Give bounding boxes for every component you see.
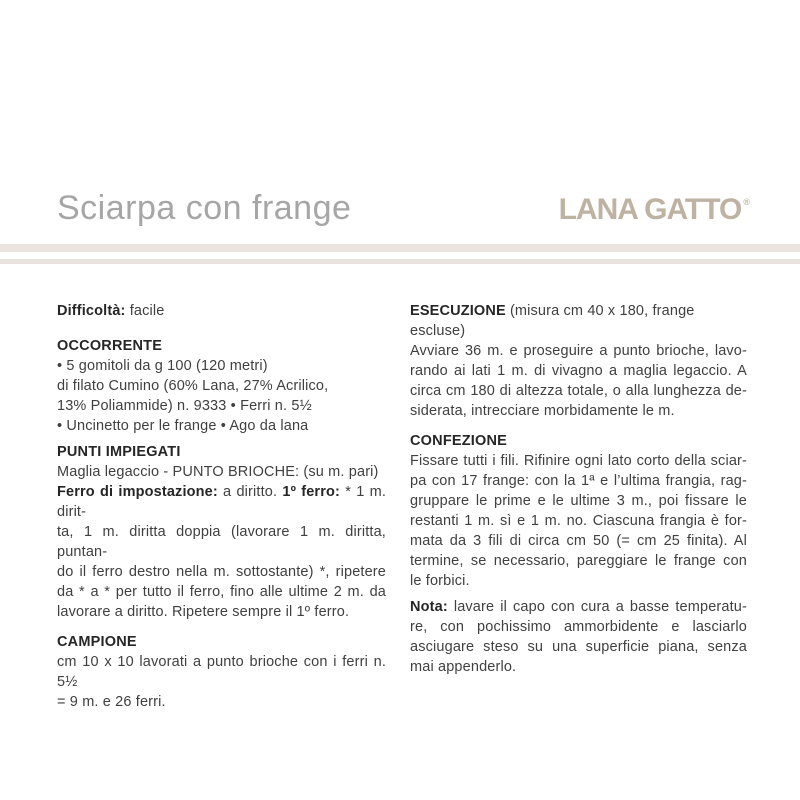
- section-occorrente: [57, 336, 386, 436]
- text-line: gruppare le prime e le ultime 3 m., poi fissare le: [410, 493, 747, 509]
- text-line: le forbici.: [410, 573, 470, 589]
- text-line: asciugare steso su una superficie piana, senza: [410, 639, 747, 655]
- text-line: Ferro di impostazione: a diritto. 1º ferro: * 1 m. dirit-: [57, 484, 387, 520]
- brand-name: LANA GATTO: [558, 193, 742, 226]
- text-line: siderata, intrecciare morbidamente le m.: [410, 403, 675, 419]
- section-esecuzione: [410, 301, 747, 421]
- right-column: [410, 301, 747, 677]
- section-nota: [410, 597, 747, 677]
- text-line: lavorare a diritto. Ripetere sempre il 1º ferro.: [57, 604, 350, 620]
- text-line: cm 10 x 10 lavorati a punto brioche con i ferri n. 5½: [57, 654, 386, 690]
- text-line: 13% Poliammide) n. 9333 • Ferri n. 5½: [57, 398, 312, 414]
- registered-trademark-icon: ®: [743, 197, 750, 207]
- text-line: circa cm 180 di altezza totale, o alla lunghezza de-: [410, 383, 747, 399]
- text-line: = 9 m. e 26 ferri.: [57, 694, 166, 710]
- section-difficolta: [57, 301, 386, 321]
- divider-bar-top: [0, 244, 800, 252]
- left-column: [57, 301, 386, 712]
- text-line: Nota: lavare il capo con cura a basse temperatu-: [410, 599, 747, 615]
- text-line: mata da 3 fili di circa cm 50 (= cm 25 finita). Al: [410, 533, 747, 549]
- text-line: rando ai lati 1 m. di vivagno a maglia legaccio. A: [410, 363, 747, 379]
- text-line: do il ferro destro nella m. sottostante) *, ripetere: [57, 564, 386, 580]
- text-line: mai appenderlo.: [410, 659, 517, 675]
- section-heading: PUNTI IMPIEGATI: [57, 444, 181, 460]
- text-line: pa con 17 frange: con la 1ª e l’ultima frangia, rag-: [410, 473, 747, 489]
- text-line: restanti 1 m. sì e 1 m. no. Ciascuna frangia è for-: [410, 513, 747, 529]
- section-heading: CONFEZIONE: [410, 433, 508, 449]
- text-line: Maglia legaccio - PUNTO BRIOCHE: (su m. pari): [57, 464, 379, 480]
- text-line: di filato Cumino (60% Lana, 27% Acrilico,: [57, 378, 329, 394]
- page-title: Sciarpa con frange: [57, 189, 352, 227]
- text-line: da * a * per tutto il ferro, fino alle ultime 2 m. da: [57, 584, 386, 600]
- text-line: re, con pochissimo ammorbidente e lasciarlo: [410, 619, 747, 635]
- text-line: Avviare 36 m. e proseguire a punto brioche, lavo-: [410, 343, 747, 359]
- text-line: • 5 gomitoli da g 100 (120 metri): [57, 358, 268, 374]
- section-confezione: [410, 431, 747, 591]
- divider-bar-bottom: [0, 259, 800, 264]
- text-line: Difficoltà: facile: [57, 303, 165, 319]
- text-line: ta, 1 m. diritta doppia (lavorare 1 m. diritta, puntan-: [57, 524, 386, 560]
- text-line: • Uncinetto per le frange • Ago da lana: [57, 418, 309, 434]
- section-punti-impiegati: [57, 442, 386, 622]
- brand-logo: [559, 194, 748, 232]
- section-campione: [57, 632, 386, 712]
- section-heading: CAMPIONE: [57, 634, 137, 650]
- text-line: Fissare tutti i fili. Rifinire ogni lato corto della sciar-: [410, 453, 747, 469]
- section-heading: OCCORRENTE: [57, 338, 163, 354]
- text-line: ESECUZIONE (misura cm 40 x 180, frange escluse): [410, 303, 695, 339]
- text-line: termine, se necessario, pareggiare le frange con: [410, 553, 747, 569]
